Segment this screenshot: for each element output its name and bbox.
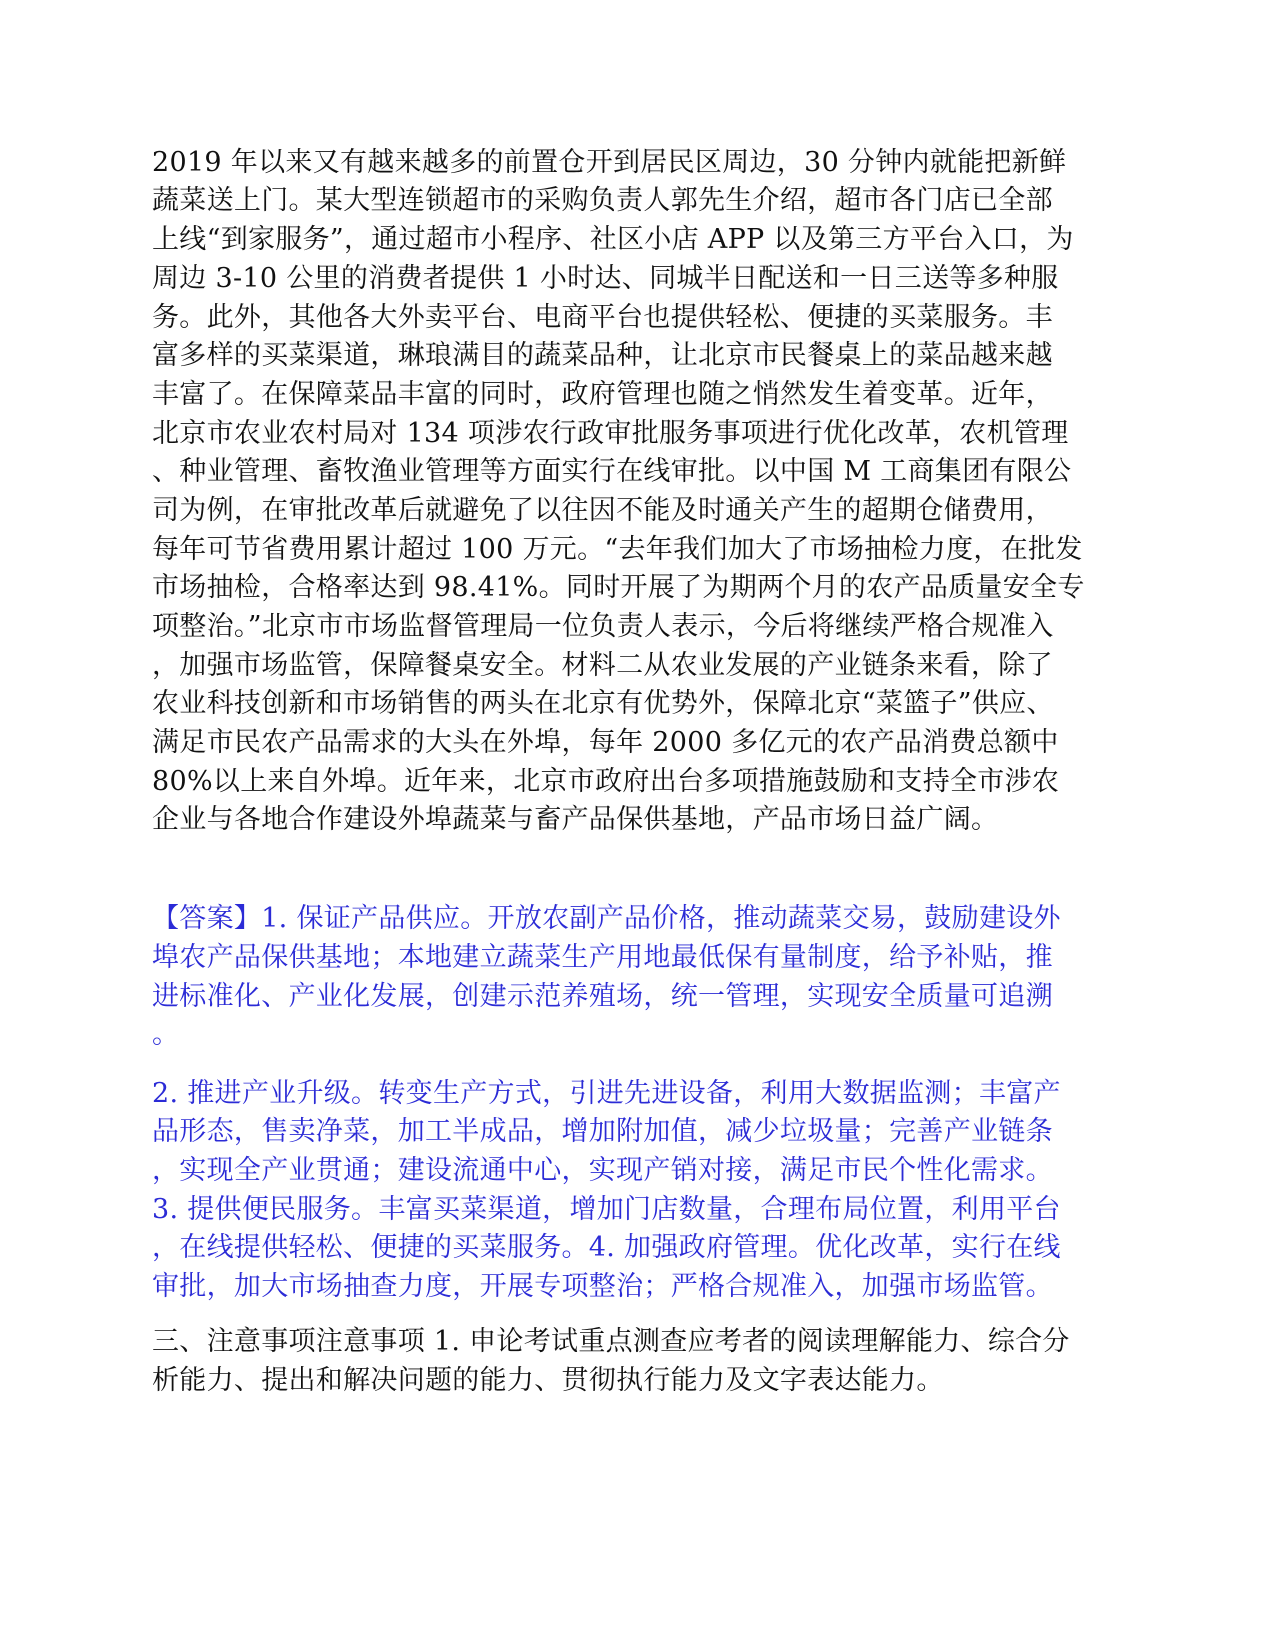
answer-line: 。 [152, 1019, 180, 1050]
material-line: 周边 3-10 公里的消费者提供 1 小时达、同城半日配送和一日三送等多种服 [152, 263, 1059, 294]
material-line: 富多样的买菜渠道，琳琅满目的蔬菜品种，让北京市民餐桌上的菜品越来越 [152, 340, 1053, 371]
material-line: 80%以上来自外埠。近年来，北京市政府出台多项措施鼓励和支持全市涉农 [152, 766, 1060, 797]
answer-line: 品形态，售卖净菜，加工半成品，增加附加值，减少垃圾量；完善产业链条 [152, 1116, 1053, 1147]
material-line: 上线“到家服务”，通过超市小程序、社区小店 APP 以及第三方平台入口，为 [152, 224, 1074, 255]
answer-line: 审批，加大市场抽查力度，开展专项整治；严格合规准入，加强市场监管。 [152, 1271, 1053, 1302]
answer-line: 埠农产品保供基地；本地建立蔬菜生产用地最低保有量制度，给予补贴，推 [152, 942, 1053, 973]
notes-line: 三、注意事项注意事项 1. 申论考试重点测查应考者的阅读理解能力、综合分 [152, 1326, 1070, 1357]
material-line: 北京市农业农村局对 134 项涉农行政审批服务事项进行优化改革，农机管理 [152, 418, 1069, 449]
material-line: 2019 年以来又有越来越多的前置仓开到居民区周边，30 分钟内就能把新鲜 [152, 147, 1067, 178]
material-line: 丰富了。在保障菜品丰富的同时，政府管理也随之悄然发生着变革。近年， [152, 379, 1053, 410]
material-line: 每年可节省费用累计超过 100 万元。“去年我们加大了市场抽检力度，在批发 [152, 534, 1083, 565]
answer-line: ，实现全产业贯通；建设流通中心，实现产销对接，满足市民个性化需求。 [152, 1155, 1053, 1186]
material-line: 企业与各地合作建设外埠蔬菜与畜产品保供基地，产品市场日益广阔。 [152, 804, 999, 835]
material-line: ，加强市场监管，保障餐桌安全。材料二从农业发展的产业链条来看，除了 [152, 650, 1053, 681]
answer-line: 2. 推进产业升级。转变生产方式，引进先进设备，利用大数据监测；丰富产 [152, 1078, 1061, 1109]
material-line: 务。此外，其他各大外卖平台、电商平台也提供轻松、便捷的买菜服务。丰 [152, 302, 1053, 333]
answer-line: 3. 提供便民服务。丰富买菜渠道，增加门店数量，合理布局位置，利用平台 [152, 1194, 1061, 1225]
material-line: 满足市民农产品需求的大头在外埠，每年 2000 多亿元的农产品消费总额中 [152, 727, 1059, 758]
material-line: 农业科技创新和市场销售的两头在北京有优势外，保障北京“菜篮子”供应、 [152, 688, 1054, 719]
answer-line: ，在线提供轻松、便捷的买菜服务。4. 加强政府管理。优化改革，实行在线 [152, 1232, 1061, 1263]
material-line: 司为例，在审批改革后就避免了以往因不能及时通关产生的超期仓储费用， [152, 495, 1053, 526]
material-line: 蔬菜送上门。某大型连锁超市的采购负责人郭先生介绍，超市各门店已全部 [152, 185, 1053, 216]
notes-line: 析能力、提出和解决问题的能力、贯彻执行能力及文字表达能力。 [152, 1365, 944, 1396]
answer-line: 进标准化、产业化发展，创建示范养殖场，统一管理，实现安全质量可追溯 [152, 981, 1053, 1012]
material-line: 项整治。”北京市市场监督管理局一位负责人表示，今后将继续严格合规准入 [152, 611, 1054, 642]
answer-line: 【答案】1. 保证产品供应。开放农副产品价格，推动蔬菜交易，鼓励建设外 [152, 903, 1061, 934]
material-line: 、种业管理、畜牧渔业管理等方面实行在线审批。以中国 M 工商集团有限公 [152, 456, 1072, 487]
material-line: 市场抽检，合格率达到 98.41%。同时开展了为期两个月的农产品质量安全专 [152, 572, 1085, 603]
